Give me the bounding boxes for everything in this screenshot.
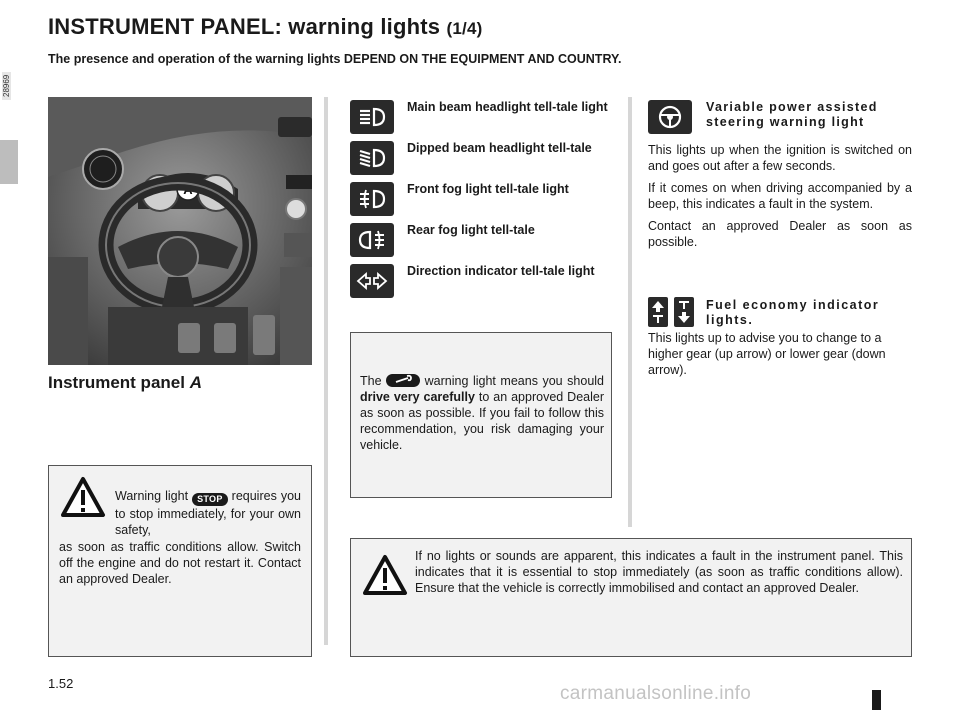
page-title-text: INSTRUMENT PANEL: warning lights [48,14,441,39]
telltale-label: Rear fog light tell-tale [407,223,535,237]
photo-marker-a: A [183,182,193,197]
telltale-label: Direction indicator tell-tale light [407,264,595,278]
gear-down-icon [674,297,694,327]
telltale-label: Dipped beam headlight tell-tale [407,141,592,155]
wrench-icon [386,374,420,387]
note-text: The [360,374,387,388]
service-warning-note [350,332,612,498]
fuel-economy-text: This lights up to advise you to change to a higher gear (up arrow) or lower gear (down arrow). [648,331,886,377]
column-divider [628,97,632,527]
direction-indicator-icon [350,264,394,298]
note-text: warning light means you should [420,374,605,388]
corner-mark [872,690,881,710]
page-number: 1.52 [48,676,74,691]
photo-code: 28969 [2,72,11,100]
note-text: as soon as traffic conditions allow. Switch off the engine and do not restart it. Contact an approved Dealer. [59,540,301,586]
note-emphasis: drive very carefully [360,390,475,404]
page-title [48,14,483,40]
watermark: carmanualsonline.info [560,683,752,704]
stop-warning-note [48,465,312,657]
stop-icon: STOP [192,493,228,506]
instrument-panel-caption [48,373,202,393]
caption-letter: A [189,373,202,392]
telltale-label: Main beam headlight tell-tale light [407,100,608,114]
power-steering-icon [648,100,692,134]
telltale-label: Front fog light tell-tale light [407,182,569,196]
note-text: requires you to stop immediately, for your own safety, [115,489,301,537]
power-steering-title: Variable power assisted steering warning light [706,100,878,129]
front-fog-icon [350,182,394,216]
paragraph: Contact an approved Dealer as soon as possible. [648,219,912,249]
paragraph: If it comes on when driving accompanied by a beep, this indicates a fault in the system. [648,181,912,211]
fuel-economy-icons [648,297,694,327]
paragraph: This lights up when the ignition is switched on and goes out after a few seconds. [648,143,912,173]
power-steering-text [648,142,912,250]
dipped-beam-icon [350,141,394,175]
rear-fog-icon [350,223,394,257]
column-divider [324,97,328,645]
warning-triangle-icon [361,553,409,599]
instrument-fault-note [350,538,912,657]
page-subtitle: The presence and operation of the warning lights DEPEND ON THE EQUIPMENT AND COUNTRY. [48,52,622,66]
note-text: to an approved Dealer as soon as possible. If you fail to follow this recommendation, you risk damaging your vehicle. [360,390,604,452]
fuel-economy-title: Fuel economy indicator lights. [706,298,880,327]
instrument-panel-photo [48,97,312,365]
note-text: Warning light [115,489,193,503]
note-text: If no lights or sounds are apparent, this indicates a fault in the instrument panel. This indicates that it is essential to stop immediately (as soon as traffic conditions allow). Ensure that the vehicle is correctly immobilised and contact an approved Dealer. [415,549,903,595]
chapter-tab [0,140,18,184]
gear-up-icon [648,297,668,327]
page-title-part: (1/4) [446,19,483,38]
warning-triangle-icon [59,475,107,521]
main-beam-icon [350,100,394,134]
caption-text: Instrument panel [48,373,185,392]
